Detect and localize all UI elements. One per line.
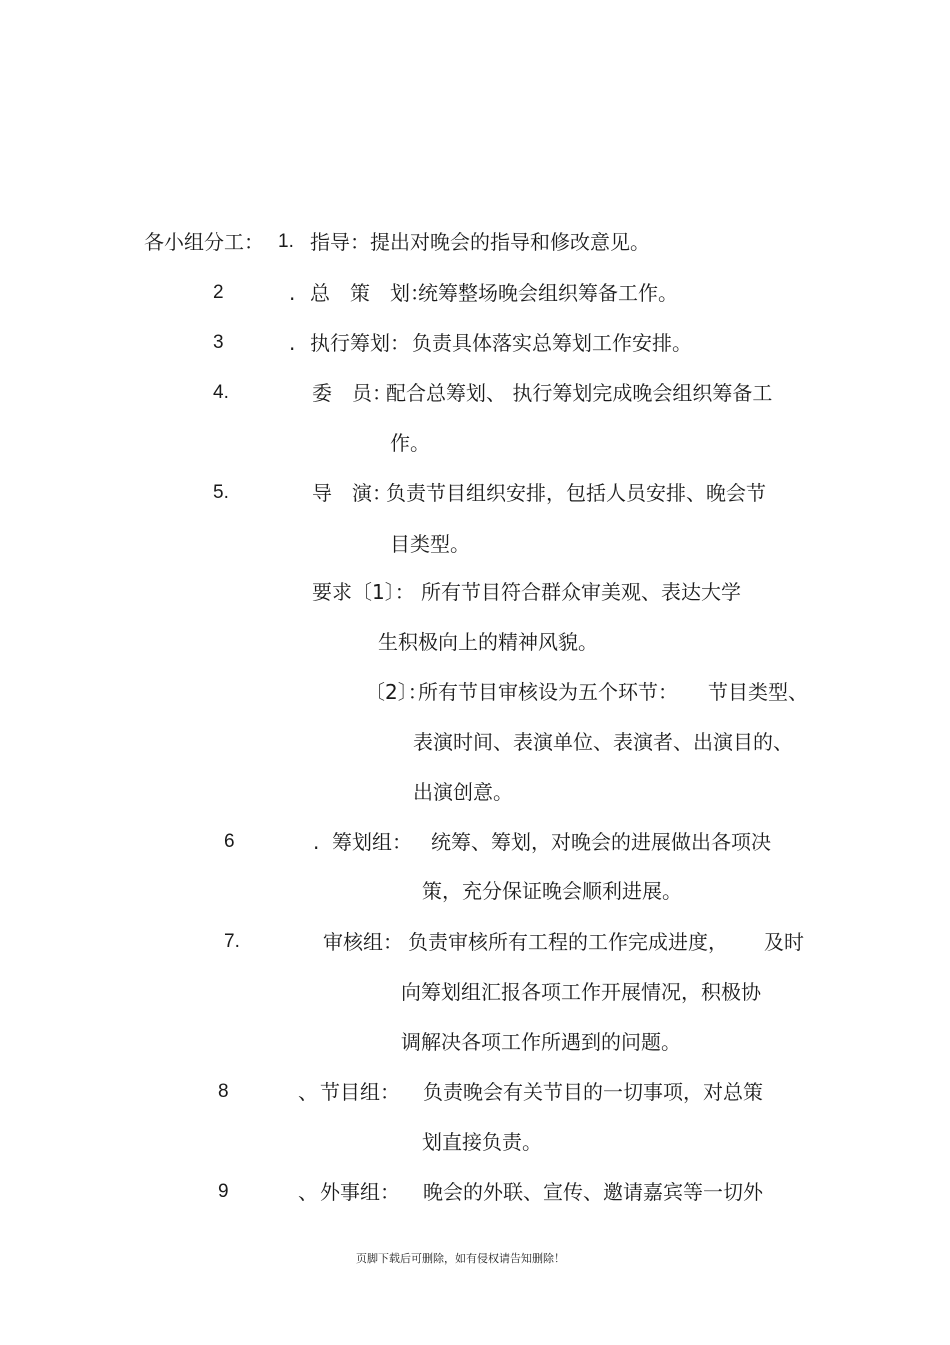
item-6-number: 6 — [224, 831, 235, 852]
item-2-text: 统筹整场晚会组织筹备工作。 — [418, 281, 678, 305]
item-4-text-cont: 作。 — [390, 431, 430, 455]
item-3-text: 负责具体落实总筹划工作安排。 — [412, 331, 692, 355]
requirement-2-text-cont-2: 出演创意。 — [413, 780, 513, 804]
requirement-2-label: 〔2〕： — [365, 680, 428, 704]
item-1-number: 1. — [278, 231, 294, 252]
item-6-lead: . — [313, 830, 320, 854]
requirement-2-text-tail: 节目类型、 — [708, 680, 808, 704]
item-3-lead: . — [289, 331, 296, 355]
requirement-1-text: 所有节目符合群众审美观、表达大学 — [421, 580, 741, 604]
requirement-2-text-cont: 表演时间、表演单位、表演者、出演目的、 — [413, 730, 793, 754]
page-footer: 页脚下载后可删除，如有侵权请告知删除！ — [356, 1252, 565, 1265]
item-5-label: 导 演： — [312, 481, 392, 505]
item-7-text-tail: 及时 — [764, 930, 804, 954]
item-5-number: 5. — [213, 482, 229, 503]
item-7-text-cont: 向筹划组汇报各项工作开展情况，积极协 — [401, 980, 761, 1004]
item-8-lead: 、 — [298, 1080, 318, 1104]
item-5-text: 负责节目组织安排，包括人员安排、晚会节 — [386, 481, 766, 505]
item-5-text-cont: 目类型。 — [390, 532, 470, 556]
item-9-number: 9 — [218, 1181, 229, 1202]
item-9-lead: 、 — [298, 1180, 318, 1204]
item-2-number: 2 — [213, 282, 224, 303]
requirement-1-label: 要求〔1〕： — [312, 580, 415, 604]
requirement-1-text-cont: 生积极向上的精神风貌。 — [378, 630, 598, 654]
requirement-2-text: 所有节目审核设为五个环节： — [418, 680, 678, 704]
item-4-label: 委 员： — [312, 381, 392, 405]
item-6-text: 统筹、筹划，对晚会的进展做出各项决 — [431, 830, 771, 854]
item-3-label: 执行筹划： — [310, 331, 410, 355]
item-8-number: 8 — [218, 1081, 229, 1102]
item-7-text: 负责审核所有工程的工作完成进度， — [408, 930, 728, 954]
item-8-label: 节目组： — [320, 1080, 400, 1104]
item-3-number: 3 — [213, 332, 224, 353]
item-8-text-cont: 划直接负责。 — [422, 1130, 542, 1154]
item-4-text: 配合总筹划、 执行筹划完成晚会组织筹备工 — [386, 381, 773, 405]
item-2-label: 总 策 划： — [310, 281, 430, 305]
item-7-text-cont-2: 调解决各项工作所遇到的问题。 — [401, 1030, 681, 1054]
item-6-text-cont: 策，充分保证晚会顺利进展。 — [422, 879, 682, 903]
item-8-text: 负责晚会有关节目的一切事项，对总策 — [423, 1080, 763, 1104]
item-6-label: 筹划组： — [332, 830, 412, 854]
item-4-number: 4. — [213, 382, 229, 403]
intro-label: 各小组分工： — [144, 230, 264, 254]
item-7-number: 7. — [224, 931, 240, 952]
item-2-lead: . — [289, 281, 296, 305]
item-9-label: 外事组： — [320, 1180, 400, 1204]
item-7-label: 审核组： — [323, 930, 403, 954]
item-9-text: 晚会的外联、宣传、邀请嘉宾等一切外 — [423, 1180, 763, 1204]
item-1-text: 指导：提出对晚会的指导和修改意见。 — [310, 230, 650, 254]
